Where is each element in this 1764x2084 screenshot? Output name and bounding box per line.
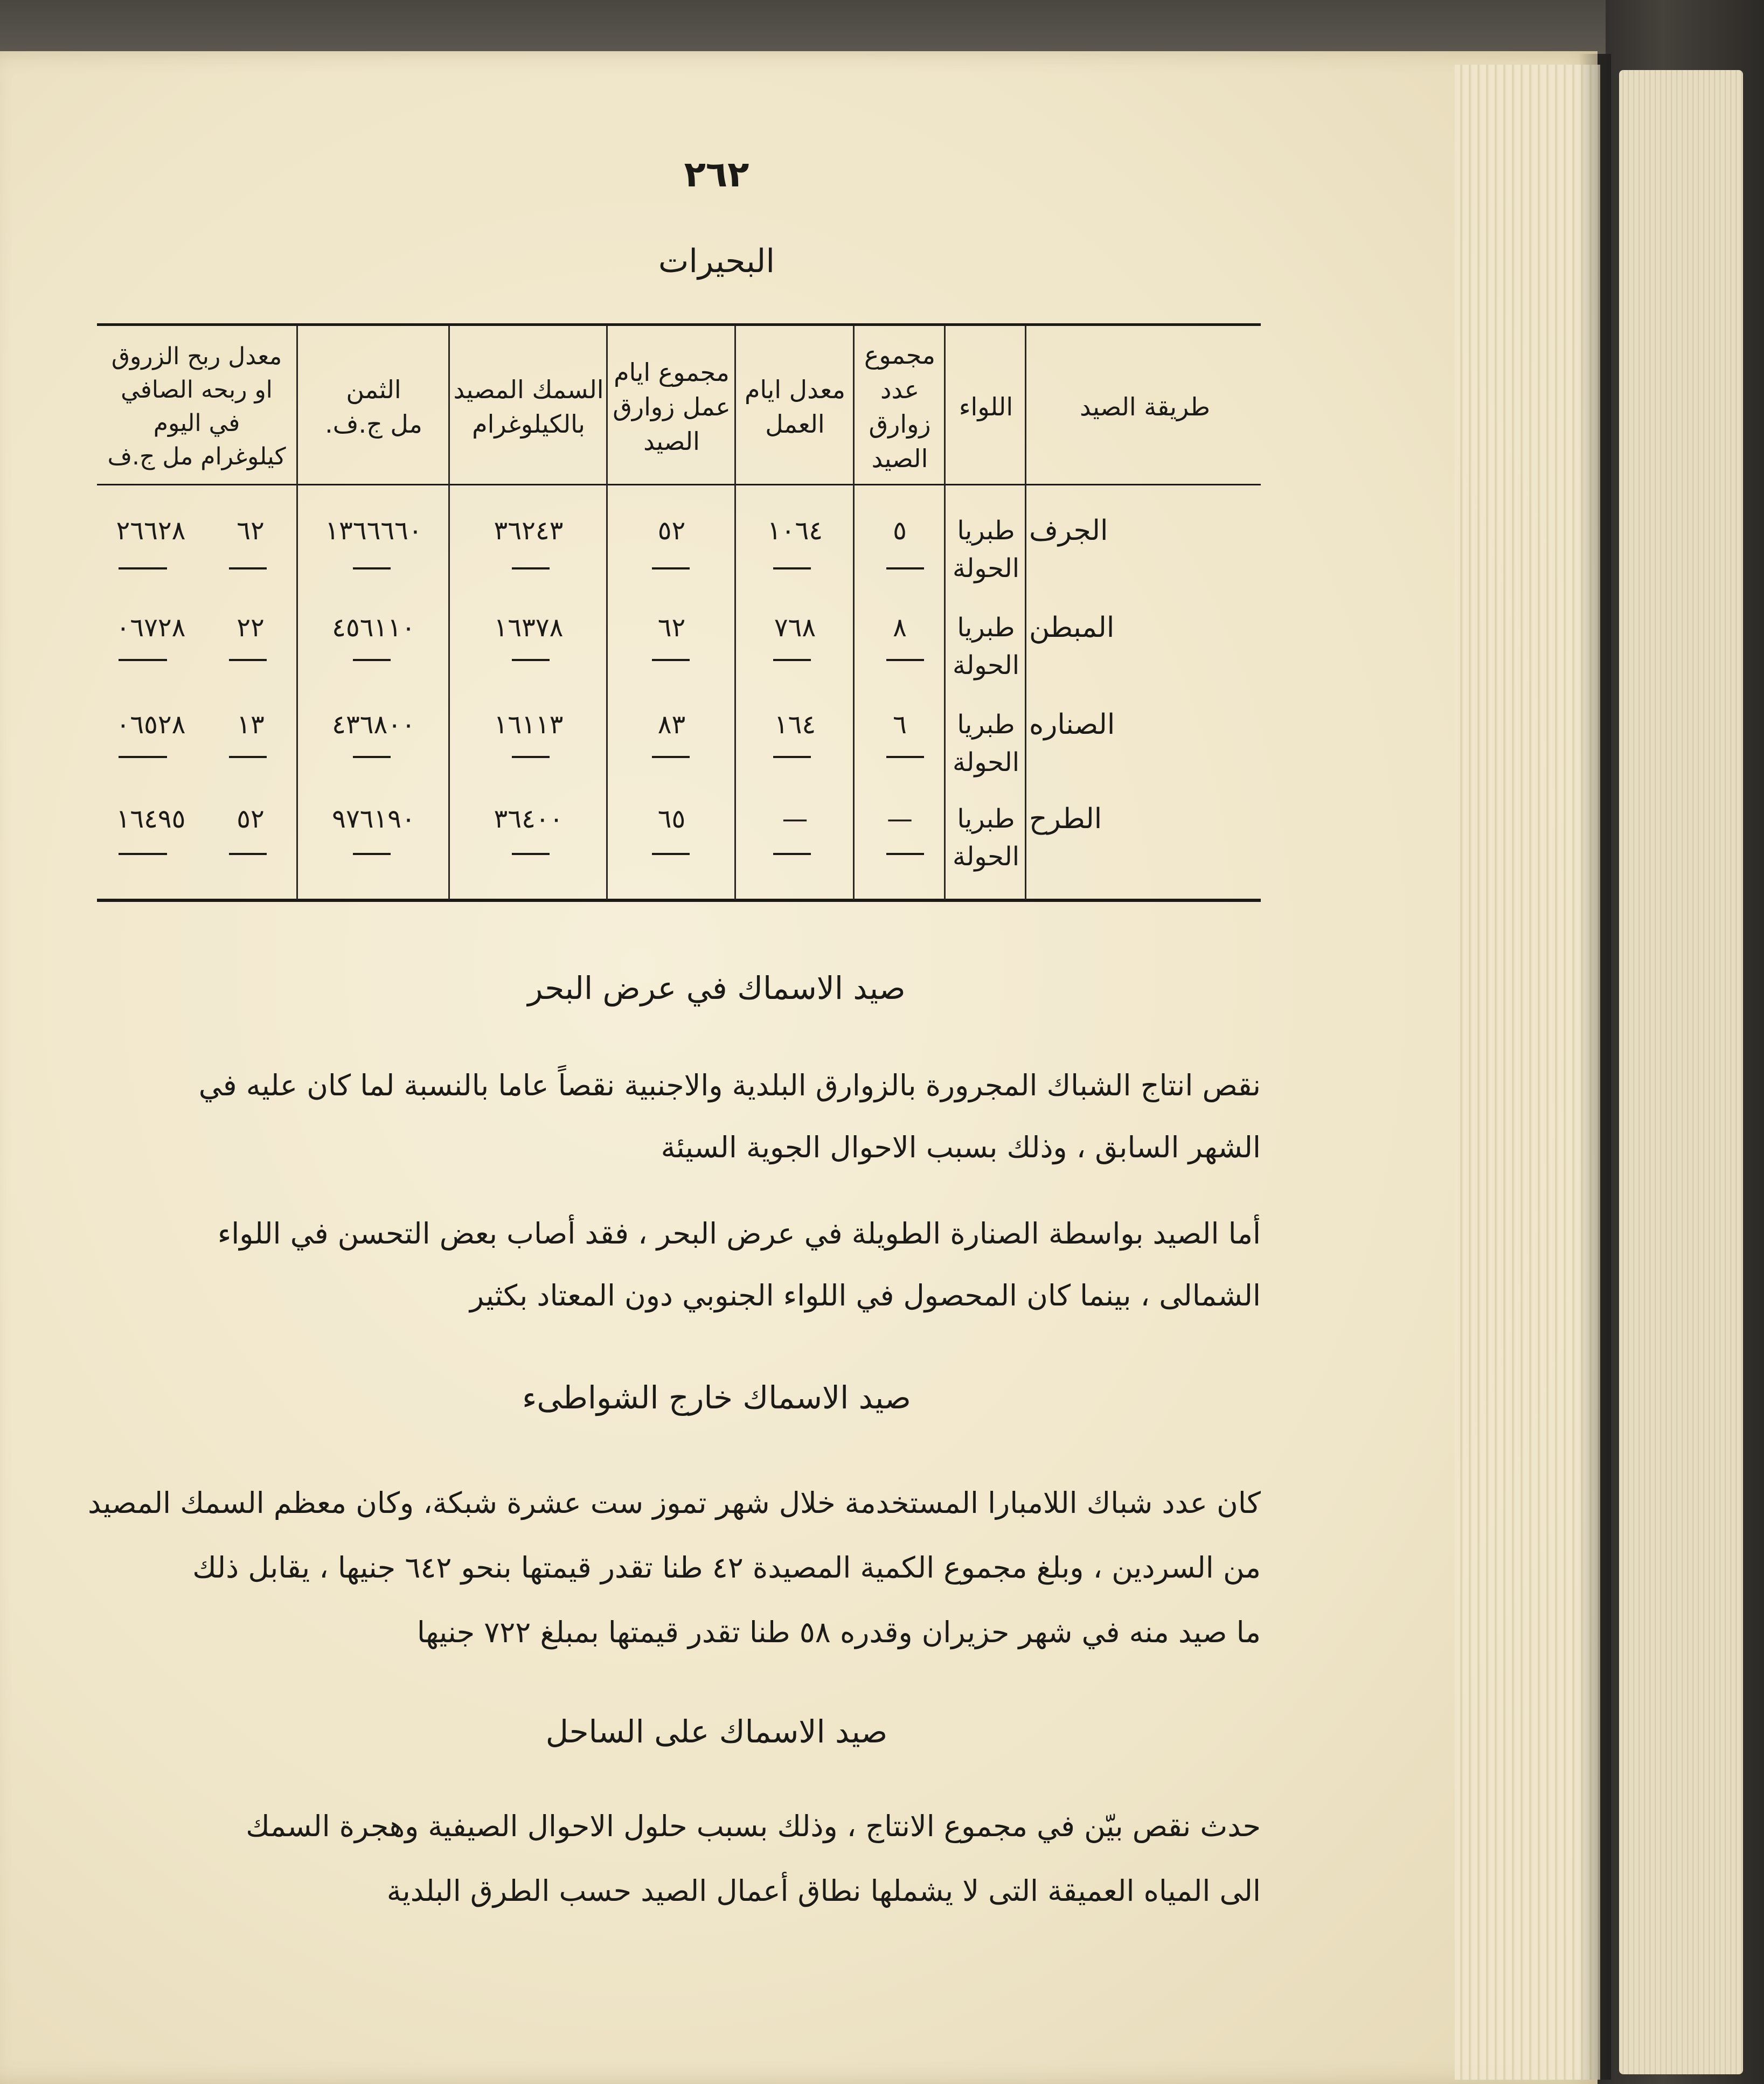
column-divider — [944, 326, 946, 900]
dash — [353, 659, 391, 661]
header-method: طريقة الصيد — [1079, 392, 1211, 421]
row-avg-days: ١٦٤ — [774, 710, 816, 740]
table-bottom-rule — [97, 899, 1261, 902]
dash — [353, 756, 391, 758]
lakes-table — [97, 323, 1261, 902]
row-profit-ml: ١٦٤٩٥ — [116, 804, 186, 834]
dash — [652, 853, 690, 855]
paragraph-line: من السردين ، وبلغ مجموع الكمية المصيدة ٤٢ طنا تقدر قيمتها بنحو ٦٤٢ جنيها ، يقابل ذلك — [192, 1551, 1261, 1585]
row-method: الصناره — [1029, 708, 1115, 741]
column-divider — [296, 326, 298, 900]
row-profit-ml: ٠٦٥٢٨ — [116, 710, 186, 740]
dash — [119, 659, 167, 661]
row-profit-kg: ٢٢ — [237, 613, 265, 643]
table-top-rule — [97, 323, 1261, 326]
row-province: الحولة — [952, 747, 1020, 777]
page-number: ٢٦٢ — [684, 154, 749, 195]
dash — [512, 853, 550, 855]
row-fish-kg: ٣٦٤٠٠ — [494, 804, 564, 834]
table-header-rule — [97, 484, 1261, 485]
header-fish-kg: السمك المصيد بالكيلوغرام — [453, 375, 604, 439]
row-province: طبريا — [957, 804, 1015, 834]
dash — [229, 659, 267, 661]
row-province: الحولة — [952, 650, 1020, 680]
column-divider — [448, 326, 450, 900]
paragraph-line: الشمالى ، بينما كان المحصول في اللواء الجنوبي دون المعتاد بكثير — [470, 1279, 1261, 1312]
row-avg-days: ١٠٦٤ — [767, 516, 823, 546]
paragraph-line: حدث نقص بيّن في مجموع الانتاج ، وذلك بسبب حلول الاحوال الصيفية وهجرة السمك — [246, 1809, 1261, 1843]
paragraph-line: نقص انتاج الشباك المجرورة بالزوارق البلدية والاجنبية نقصاً عاما بالنسبة لما كان عليه في — [198, 1068, 1261, 1102]
dash — [229, 853, 267, 855]
dash — [773, 659, 811, 661]
row-method: المبطن — [1029, 612, 1115, 644]
row-boats: ٦ — [893, 710, 907, 740]
dash — [773, 756, 811, 758]
header-profit: معدل ربح الزروق او ربحه الصافي في اليوم كيلوغرام مل ج.ف — [107, 343, 286, 470]
row-province: طبريا — [957, 710, 1015, 740]
row-profit-kg: ٥٢ — [237, 804, 265, 834]
row-boats: — — [887, 804, 913, 834]
column-divider — [734, 326, 736, 900]
dash — [512, 659, 550, 661]
dash — [119, 756, 167, 758]
spine-shadow — [1579, 54, 1611, 2080]
header-boats: مجموع عدد زوارق الصيد — [864, 341, 936, 473]
dash — [652, 659, 690, 661]
row-total-days: ٥٢ — [657, 516, 686, 546]
dash — [512, 567, 550, 569]
row-avg-days: — — [782, 804, 808, 834]
row-province: الحولة — [952, 842, 1020, 872]
paragraph-line: الشهر السابق ، وذلك بسبب الاحوال الجوية السيئة — [661, 1130, 1261, 1164]
section-heading: صيد الاسماك على الساحل — [545, 1713, 888, 1750]
row-total-days: ٦٥ — [657, 804, 686, 834]
column-divider — [853, 326, 855, 900]
paragraph-line: كان عدد شباك اللامبارا المستخدمة خلال شهر تموز ست عشرة شبكة، وكان معظم السمك المصيد — [88, 1486, 1261, 1520]
dash — [512, 756, 550, 758]
row-method: الطرح — [1029, 803, 1102, 835]
row-province: الحولة — [952, 553, 1020, 583]
dash — [119, 853, 167, 855]
row-total-days: ٦٢ — [657, 613, 686, 643]
row-price: ١٣٦٦٦٦٠ — [325, 516, 422, 546]
paragraph-line: ما صيد منه في شهر حزيران وقدره ٥٨ طنا تقدر قيمتها بمبلغ ٧٢٢ جنيها — [416, 1615, 1261, 1649]
dash — [353, 567, 391, 569]
dash — [886, 567, 924, 569]
section-heading: صيد الاسماك في عرض البحر — [527, 970, 906, 1006]
header-price: الثمن مل ج.ف. — [325, 375, 422, 439]
row-price: ٤٣٦٨٠٠ — [332, 710, 415, 740]
header-avg-days: معدل ايام العمل — [744, 375, 846, 439]
dash — [886, 756, 924, 758]
row-avg-days: ٧٦٨ — [774, 613, 816, 643]
dash — [229, 567, 267, 569]
row-method: الجرف — [1029, 515, 1108, 547]
row-price: ٩٧٦١٩٠ — [332, 804, 415, 834]
paragraph-line: الى المياه العميقة التى لا يشملها نطاق أعمال الصيد حسب الطرق البلدية — [386, 1874, 1261, 1908]
dash — [229, 756, 267, 758]
paragraph-line: أما الصيد بواسطة الصنارة الطويلة في عرض البحر ، فقد أصاب بعض التحسن في اللواء — [217, 1217, 1261, 1251]
dash — [886, 659, 924, 661]
row-profit-kg: ١٣ — [237, 710, 265, 740]
row-total-days: ٨٣ — [657, 710, 686, 740]
header-total-days: مجموع ايام عمل زوارق الصيد — [613, 358, 731, 456]
column-divider — [606, 326, 608, 900]
dash — [652, 567, 690, 569]
row-boats: ٨ — [893, 613, 907, 643]
row-fish-kg: ١٦١١٣ — [494, 710, 564, 740]
table-title: البحيرات — [658, 242, 775, 280]
book-page-block — [1619, 70, 1743, 2074]
dash — [652, 756, 690, 758]
row-profit-ml: ٠٦٧٢٨ — [116, 613, 186, 643]
column-divider — [1025, 326, 1026, 900]
book-top-edge — [0, 0, 1606, 54]
header-province: اللواء — [959, 392, 1013, 421]
row-price: ٤٥٦١١٠ — [332, 613, 415, 643]
dash — [886, 853, 924, 855]
row-fish-kg: ٣٦٢٤٣ — [494, 516, 564, 546]
section-heading: صيد الاسماك خارج الشواطىء — [522, 1379, 911, 1416]
row-province: طبريا — [957, 613, 1015, 643]
row-profit-ml: ٢٦٦٢٨ — [116, 516, 186, 546]
row-profit-kg: ٦٢ — [237, 516, 265, 546]
row-fish-kg: ١٦٣٧٨ — [494, 613, 564, 643]
dash — [119, 567, 167, 569]
row-boats: ٥ — [893, 516, 907, 546]
dash — [773, 853, 811, 855]
dash — [773, 567, 811, 569]
dash — [353, 853, 391, 855]
row-province: طبريا — [957, 516, 1015, 546]
